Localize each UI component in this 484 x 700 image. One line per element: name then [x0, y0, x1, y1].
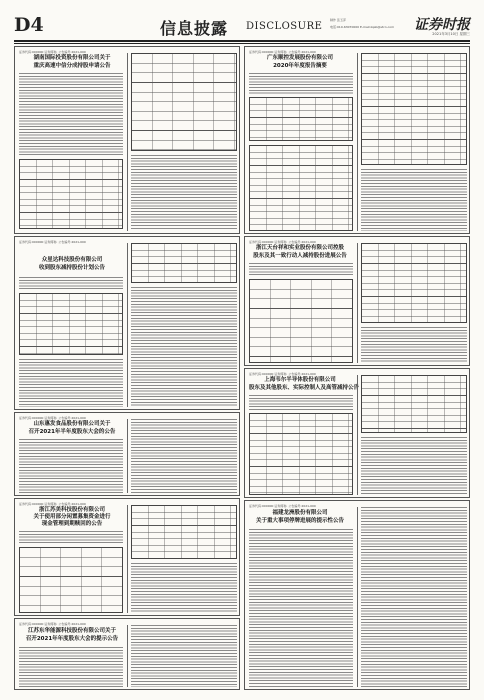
article-body: [249, 73, 353, 95]
article-2: [14, 236, 240, 410]
brand-logo: 证券时报: [414, 17, 470, 33]
article-body: [131, 625, 237, 687]
data-table: [131, 505, 237, 559]
page-number: D4: [14, 14, 44, 36]
article-headline: 收到股东减持股份计划公告: [38, 265, 105, 271]
article-headline: 股东及其他股东、实际控制人及高管减持公告: [249, 385, 360, 391]
article-8: [244, 368, 470, 498]
section-title-english: DISCLOSURE: [246, 21, 323, 32]
column-divider: [357, 243, 358, 363]
data-table: [131, 53, 237, 151]
article-codes: 证券代码:000000 证券简称: 公告编号:2021-000: [249, 240, 316, 244]
article-body: [361, 327, 467, 363]
article-codes: 证券代码:000000 证券简称: 公告编号:2021-000: [249, 372, 316, 376]
article-body: [19, 277, 123, 291]
article-headline: 2020年年度报告摘要: [273, 63, 327, 69]
article-body: [131, 563, 237, 613]
article-body: [361, 437, 467, 495]
article-body: [19, 73, 123, 157]
article-1: [14, 46, 240, 234]
article-body: [131, 419, 237, 493]
article-headline: 现金管理到期赎回的公告: [41, 521, 103, 527]
article-headline: 江苏东华能源科技股份有限公司关于: [27, 628, 116, 634]
article-headline: 浙江天台祥和实业股份有限公司控股: [255, 245, 344, 251]
article-headline: 湖南国际投资股份有限公司关于: [33, 55, 111, 61]
article-codes: 证券代码:000000 证券简称: 公告编号:2021-000: [19, 240, 86, 244]
article-body: [249, 395, 353, 411]
data-table: [361, 375, 467, 433]
data-table: [361, 243, 467, 323]
editor-line: 制作 张玉萍: [330, 18, 346, 22]
article-headline: 浙江苏美科技股份有限公司: [38, 507, 105, 513]
column-divider: [357, 507, 358, 687]
column-divider: [127, 243, 128, 407]
column-divider: [127, 505, 128, 613]
contact-line: 电话:010-63070000 E-mail:zqsb@stcn.com: [330, 25, 395, 29]
article-headline: 福建龙洲股份有限公司: [272, 510, 328, 516]
article-4: [14, 498, 240, 616]
article-body: [19, 359, 123, 407]
article-headline: 广东顺控发展股份有限公司: [266, 55, 333, 61]
article-headline: 众星达科技股份有限公司: [41, 257, 103, 263]
article-body: [19, 647, 123, 687]
article-6: [244, 46, 470, 234]
article-headline: 关于重大事项停牌进展的提示性公告: [255, 518, 344, 524]
article-body: [131, 287, 237, 407]
column-divider: [127, 53, 128, 231]
masthead-rule: [14, 40, 470, 42]
column-divider: [357, 53, 358, 231]
article-body: [19, 531, 123, 545]
data-table: [19, 547, 123, 613]
column-divider: [127, 625, 128, 687]
data-table: [249, 279, 353, 363]
article-codes: 证券代码:000000 证券简称: 公告编号:2021-000: [19, 622, 86, 626]
article-headline: 重庆高速中信分成持股申请公告: [33, 63, 111, 69]
article-codes: 证券代码:000000 证券简称: 公告编号:2021-000: [19, 50, 86, 54]
article-codes: 证券代码:000000 证券简称: 公告编号:2021-000: [249, 504, 316, 508]
section-title: 信息披露: [160, 19, 229, 38]
masthead: [14, 14, 470, 38]
article-3: [14, 412, 240, 496]
data-table: [249, 145, 353, 231]
article-9: [244, 500, 470, 690]
article-body: [249, 529, 353, 687]
article-headline: 股东及其一致行动人减持股份进展公告: [253, 253, 347, 259]
article-headline: 关于使用部分闲置募集资金进行: [33, 514, 111, 520]
article-codes: 证券代码:000000 证券简称: 公告编号:2021-000: [19, 416, 86, 420]
data-table: [249, 97, 353, 141]
article-body: [19, 439, 123, 493]
masthead-rule-thin: [14, 43, 470, 44]
issue-date: 2021年3月10日 星期三: [432, 32, 470, 36]
article-headline: 山东惠发食品股份有限公司关于: [33, 421, 111, 427]
article-body: [131, 155, 237, 229]
column-divider: [357, 375, 358, 495]
data-table: [249, 413, 353, 495]
article-body: [249, 263, 353, 277]
data-table: [361, 53, 467, 165]
article-7: [244, 236, 470, 366]
article-body: [361, 169, 467, 231]
article-body: [361, 507, 467, 687]
column-divider: [127, 419, 128, 493]
article-codes: 证券代码:000000 证券简称: 公告编号:2021-000: [249, 50, 316, 54]
article-codes: 证券代码:000000 证券简称: 公告编号:2021-000: [19, 502, 86, 506]
article-headline: 上海韦尔半导体股份有限公司: [264, 377, 336, 383]
data-table: [19, 293, 123, 355]
article-headline: 召开2021年半年度股东大会的公告: [28, 429, 116, 435]
article-headline: 召开2021年年度股东大会的提示公告: [25, 636, 119, 642]
article-5: [14, 618, 240, 690]
data-table: [19, 159, 123, 229]
data-table: [131, 243, 237, 283]
